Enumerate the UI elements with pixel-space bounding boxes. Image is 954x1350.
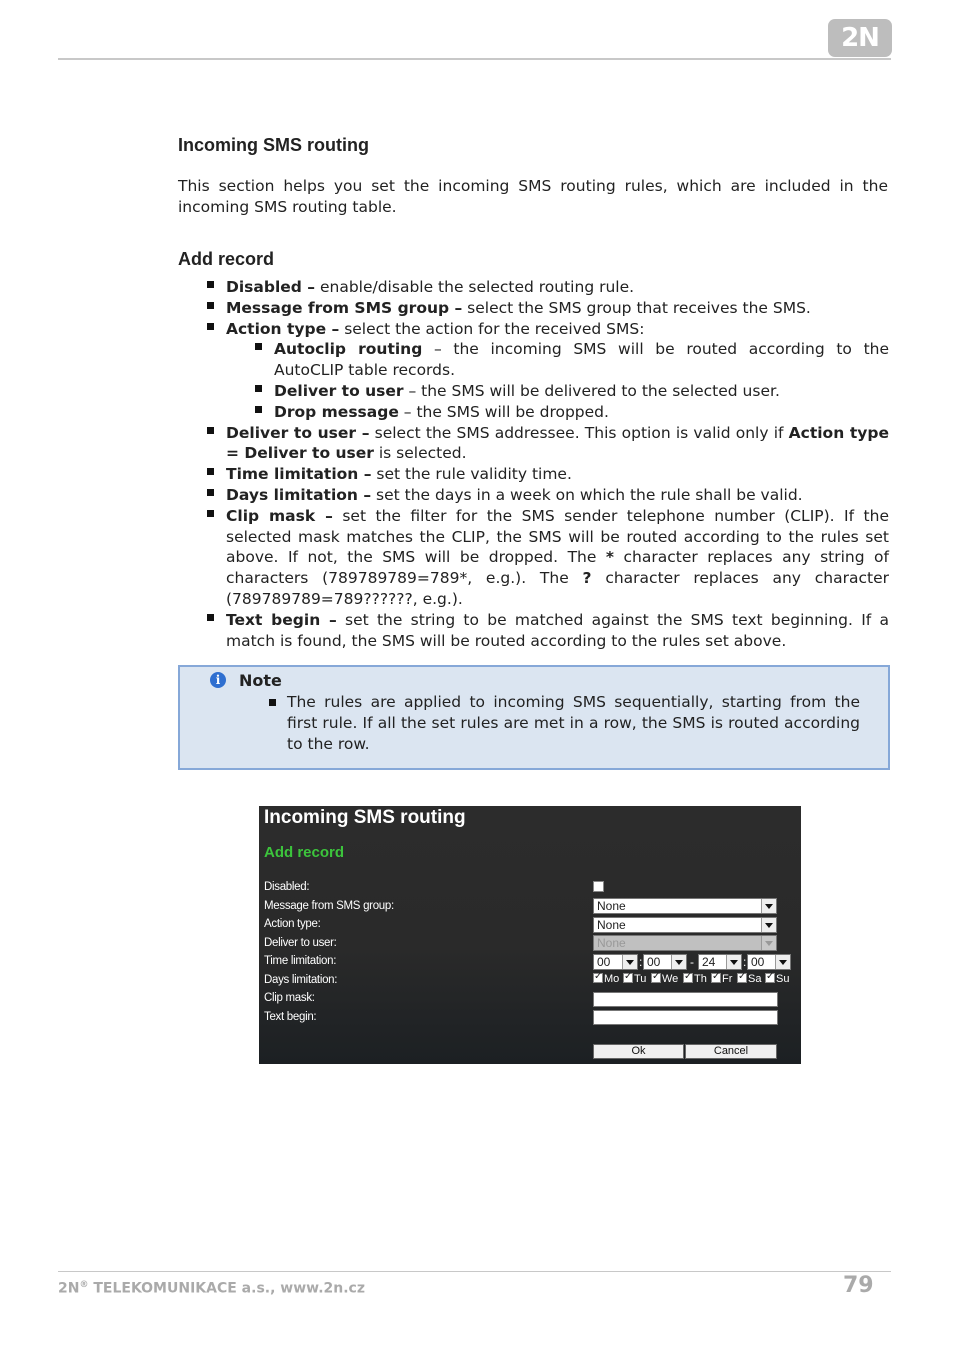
add-record-heading: Add record xyxy=(178,249,275,269)
clip-label: Clip mask: xyxy=(264,992,315,1004)
form-subtitle: Add record xyxy=(264,844,345,861)
time-to-minute-select[interactable]: 00 xyxy=(747,954,791,970)
chevron-down-icon xyxy=(761,936,776,950)
list-item: Autoclip routing – the incoming SMS will be routed according to the AutoCLIP table records. xyxy=(226,339,889,381)
header-divider xyxy=(58,58,891,60)
time-from-hour-select[interactable]: 00 xyxy=(593,954,638,970)
disabled-label: Disabled: xyxy=(264,881,310,893)
action-label: Action type: xyxy=(264,918,321,930)
day-checkbox-sa[interactable]: ✓ Sa xyxy=(737,973,761,985)
time-from-minute-select[interactable]: 00 xyxy=(643,954,687,970)
list-item: Deliver to user – select the SMS addressee. This option is valid only if Action type = Deliver to user is selected. xyxy=(178,423,889,465)
section-title: Incoming SMS routing xyxy=(178,135,369,155)
time-colon: : xyxy=(743,955,747,969)
clip-mask-input[interactable] xyxy=(593,992,778,1007)
field-description-list xyxy=(178,277,889,651)
list-item: Time limitation – set the rule validity time. xyxy=(178,464,889,485)
day-checkbox-tu[interactable]: ✓ Tu xyxy=(623,973,646,985)
day-checkbox-we[interactable]: ✓ We xyxy=(651,973,678,985)
chevron-down-icon xyxy=(622,955,637,969)
time-label: Time limitation: xyxy=(264,955,337,967)
cancel-button[interactable]: Cancel xyxy=(685,1044,777,1059)
disabled-checkbox[interactable] xyxy=(593,881,604,892)
text-label: Text begin: xyxy=(264,1011,317,1023)
list-item: Message from SMS group – select the SMS group that receives the SMS. xyxy=(178,298,889,319)
list-item: Drop message – the SMS will be dropped. xyxy=(226,402,889,423)
list-item: Action type – select the action for the received SMS: Autoclip routing – the incoming SMS will be routed according to the AutoCLIP table records. Deliver to user – the SMS will be delivered to the selected user. Drop message – the SMS will be dropped. xyxy=(178,319,889,423)
chevron-down-icon xyxy=(761,899,776,913)
note-text: The rules are applied to incoming SMS sequentially, starting from the first rule. If all the set rules are met in a row, the SMS is routed according to the row. xyxy=(287,693,860,753)
time-colon: : xyxy=(639,955,643,969)
intro-paragraph: This section helps you set the incoming SMS routing rules, which are included in the incoming SMS routing table. xyxy=(178,177,888,216)
day-checkbox-mo[interactable]: ✓Mo xyxy=(593,973,619,985)
ok-button[interactable]: Ok xyxy=(593,1044,684,1059)
note-title: Note xyxy=(239,671,282,690)
list-item: Clip mask – set the filter for the SMS sender telephone number (CLIP). If the selected mask matches the CLIP, the SMS will be routed according to the rules set above. If not, the SMS will be dropped. The * character replaces any string of characters (789789789=789*, e.g.). The ? character replaces any character (789789789=789??????, e.g.). xyxy=(178,506,889,610)
days-label: Days limitation: xyxy=(264,974,338,986)
chevron-down-icon xyxy=(726,955,741,969)
list-item: Days limitation – set the days in a week on which the rule shall be valid. xyxy=(178,485,889,506)
group-label: Message from SMS group: xyxy=(264,900,394,912)
action-type-sublist xyxy=(226,339,889,422)
group-select[interactable]: None xyxy=(593,898,777,914)
user-label: Deliver to user: xyxy=(264,937,337,949)
footer-company: 2N® TELEKOMUNIKACE a.s., www.2n.cz xyxy=(58,1280,365,1297)
time-to-hour-select[interactable]: 24 xyxy=(698,954,742,970)
list-item: Deliver to user – the SMS will be delivered to the selected user. xyxy=(226,381,889,402)
list-item: Text begin – set the string to be matched against the SMS text beginning. If a match is found, the SMS will be routed according to the rules set above. xyxy=(178,610,889,652)
note-box xyxy=(178,665,890,770)
day-checkbox-th[interactable]: ✓ Th xyxy=(683,973,707,985)
list-item: Disabled – enable/disable the selected routing rule. xyxy=(178,277,889,298)
day-checkbox-fr[interactable]: ✓ Fr xyxy=(711,973,732,985)
chevron-down-icon xyxy=(671,955,686,969)
footer-divider xyxy=(58,1271,891,1272)
user-select: None xyxy=(593,935,777,951)
info-icon: i xyxy=(210,672,226,688)
note-bullet xyxy=(269,699,276,706)
chevron-down-icon xyxy=(761,918,776,932)
chevron-down-icon xyxy=(775,955,790,969)
page-number: 79 xyxy=(843,1273,874,1298)
form-title: Incoming SMS routing xyxy=(264,807,466,828)
2n-logo: 2N xyxy=(828,19,892,57)
time-dash: - xyxy=(690,955,694,969)
day-checkbox-su[interactable]: ✓ Su xyxy=(765,973,789,985)
text-begin-input[interactable] xyxy=(593,1010,778,1025)
action-type-select[interactable]: None xyxy=(593,917,777,933)
add-record-form-screenshot xyxy=(259,806,801,1064)
